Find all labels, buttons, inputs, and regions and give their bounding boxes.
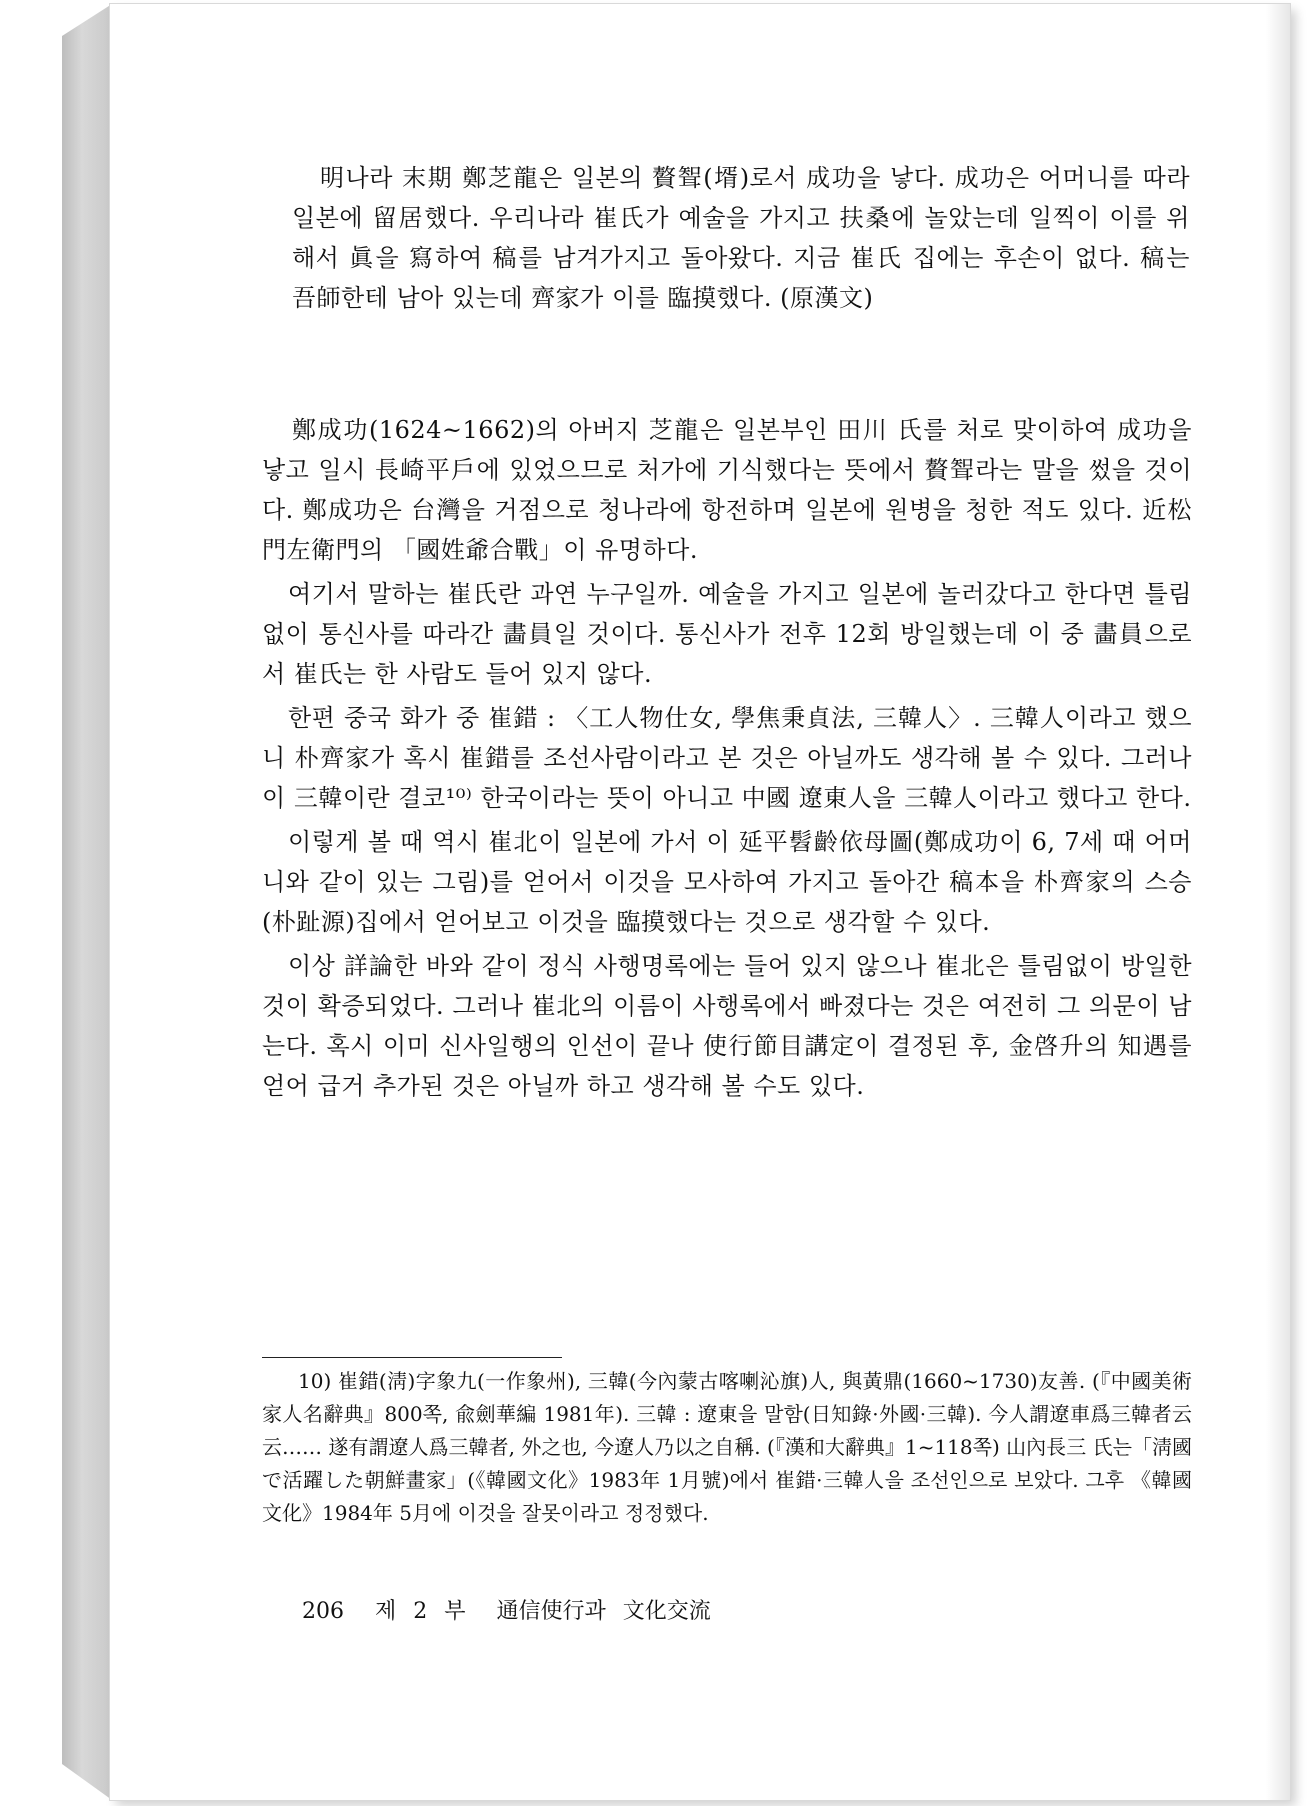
quoted-passage [292,158,1190,318]
paragraph-4: 이렇게 볼 때 역시 崔北이 일본에 가서 이 延平髫齡依母圖(鄭成功이 6, 7세 때 어머니와 같이 있는 그림)를 얻어서 이것을 모사하여 가지고 돌아간 稿本을 朴齊家의 스승(朴趾源)집에서 얻어보고 이것을 臨摸했다는 것으로 생각할 수 있다. [262,828,1192,936]
book-spine [62,4,112,1800]
page-footer [302,1594,725,1625]
paragraph-3: 한편 중국 화가 중 崔錯 : 〈工人物仕女, 學焦秉貞法, 三韓人〉. 三韓人이라고 했으니 朴齊家가 혹시 崔錯를 조선사람이라고 본 것은 아닐까도 생각해 볼 수 있다. 그러나 이 三韓이란 결코¹⁰⁾ 한국이라는 뜻이 아니고 中國 遼東人을 三韓人이라고 했다고 한다. [262,704,1192,812]
page-number: 206 [302,1599,344,1624]
chapter-title: 通信使行과 文化交流 [496,1599,711,1624]
quote-paragraph: 明나라 末期 鄭芝龍은 일본의 贅聟(壻)로서 成功을 낳다. 成功은 어머니를 따라 일본에 留居했다. 우리나라 崔氏가 예술을 가지고 扶桑에 놀았는데 일찍이 이를 위해서 眞을 寫하여 稿를 남겨가지고 돌아왔다. 지금 崔氏 집에는 후손이 없다. 稿는 吾師한테 남아 있는데 齊家가 이를 臨摸했다. (原漢文) [292,164,1190,312]
paragraph-2: 여기서 말하는 崔氏란 과연 누구일까. 예술을 가지고 일본에 놀러갔다고 한다면 틀림없이 통신사를 따라간 畵員일 것이다. 통신사가 전후 12회 방일했는데 이 중 畵員으로서 崔氏는 한 사람도 들어 있지 않다. [262,580,1192,688]
part-label: 제 2 부 [375,1599,466,1624]
footnote-divider [262,1357,562,1358]
footnote-section [262,1365,1192,1530]
footnote-10: 10) 崔錯(淸)字象九(一作象州), 三韓(今內蒙古喀喇沁旗)人, 與黃鼎(1660~1730)友善. (『中國美術家人名辭典』800쪽, 兪劍華編 1981年). 三韓 : 遼東을 말함(日知錄·外國·三韓). 今人謂遼車爲三韓者云云…… 遂有謂遼人爲三韓者, 外之也, 今遼人乃以之自稱. (『漢和大辭典』1~118쪽) 山內長三 氏는「淸國で活躍した朝鮮畫家」(《韓國文化》1983年 1月號)에서 崔錯·三韓人을 조선인으로 보았다. 그후 《韓國文化》1984年 5月에 이것을 잘못이라고 정정했다. [262,1369,1192,1525]
main-text [262,410,1192,1106]
paragraph-1: 鄭成功(1624~1662)의 아버지 芝龍은 일본부인 田川 氏를 처로 맞이하여 成功을 낳고 일시 長崎平戶에 있었으므로 처가에 기식했다는 뜻에서 贅聟라는 말을 썼을 것이다. 鄭成功은 台灣을 거점으로 청나라에 항전하며 일본에 원병을 청한 적도 있다. 近松門左衛門의 「國姓爺合戰」이 유명하다. [262,416,1192,564]
page-edge-shadow [1266,4,1290,1800]
paragraph-5: 이상 詳論한 바와 같이 정식 사행명록에는 들어 있지 않으나 崔北은 틀림없이 방일한 것이 확증되었다. 그러나 崔北의 이름이 사행록에서 빠졌다는 것은 여전히 그 의문이 남는다. 혹시 이미 신사일행의 인선이 끝나 使行節目講定이 결정된 후, 金啓升의 知遇를 얻어 급거 추가된 것은 아닐까 하고 생각해 볼 수도 있다. [262,952,1192,1100]
